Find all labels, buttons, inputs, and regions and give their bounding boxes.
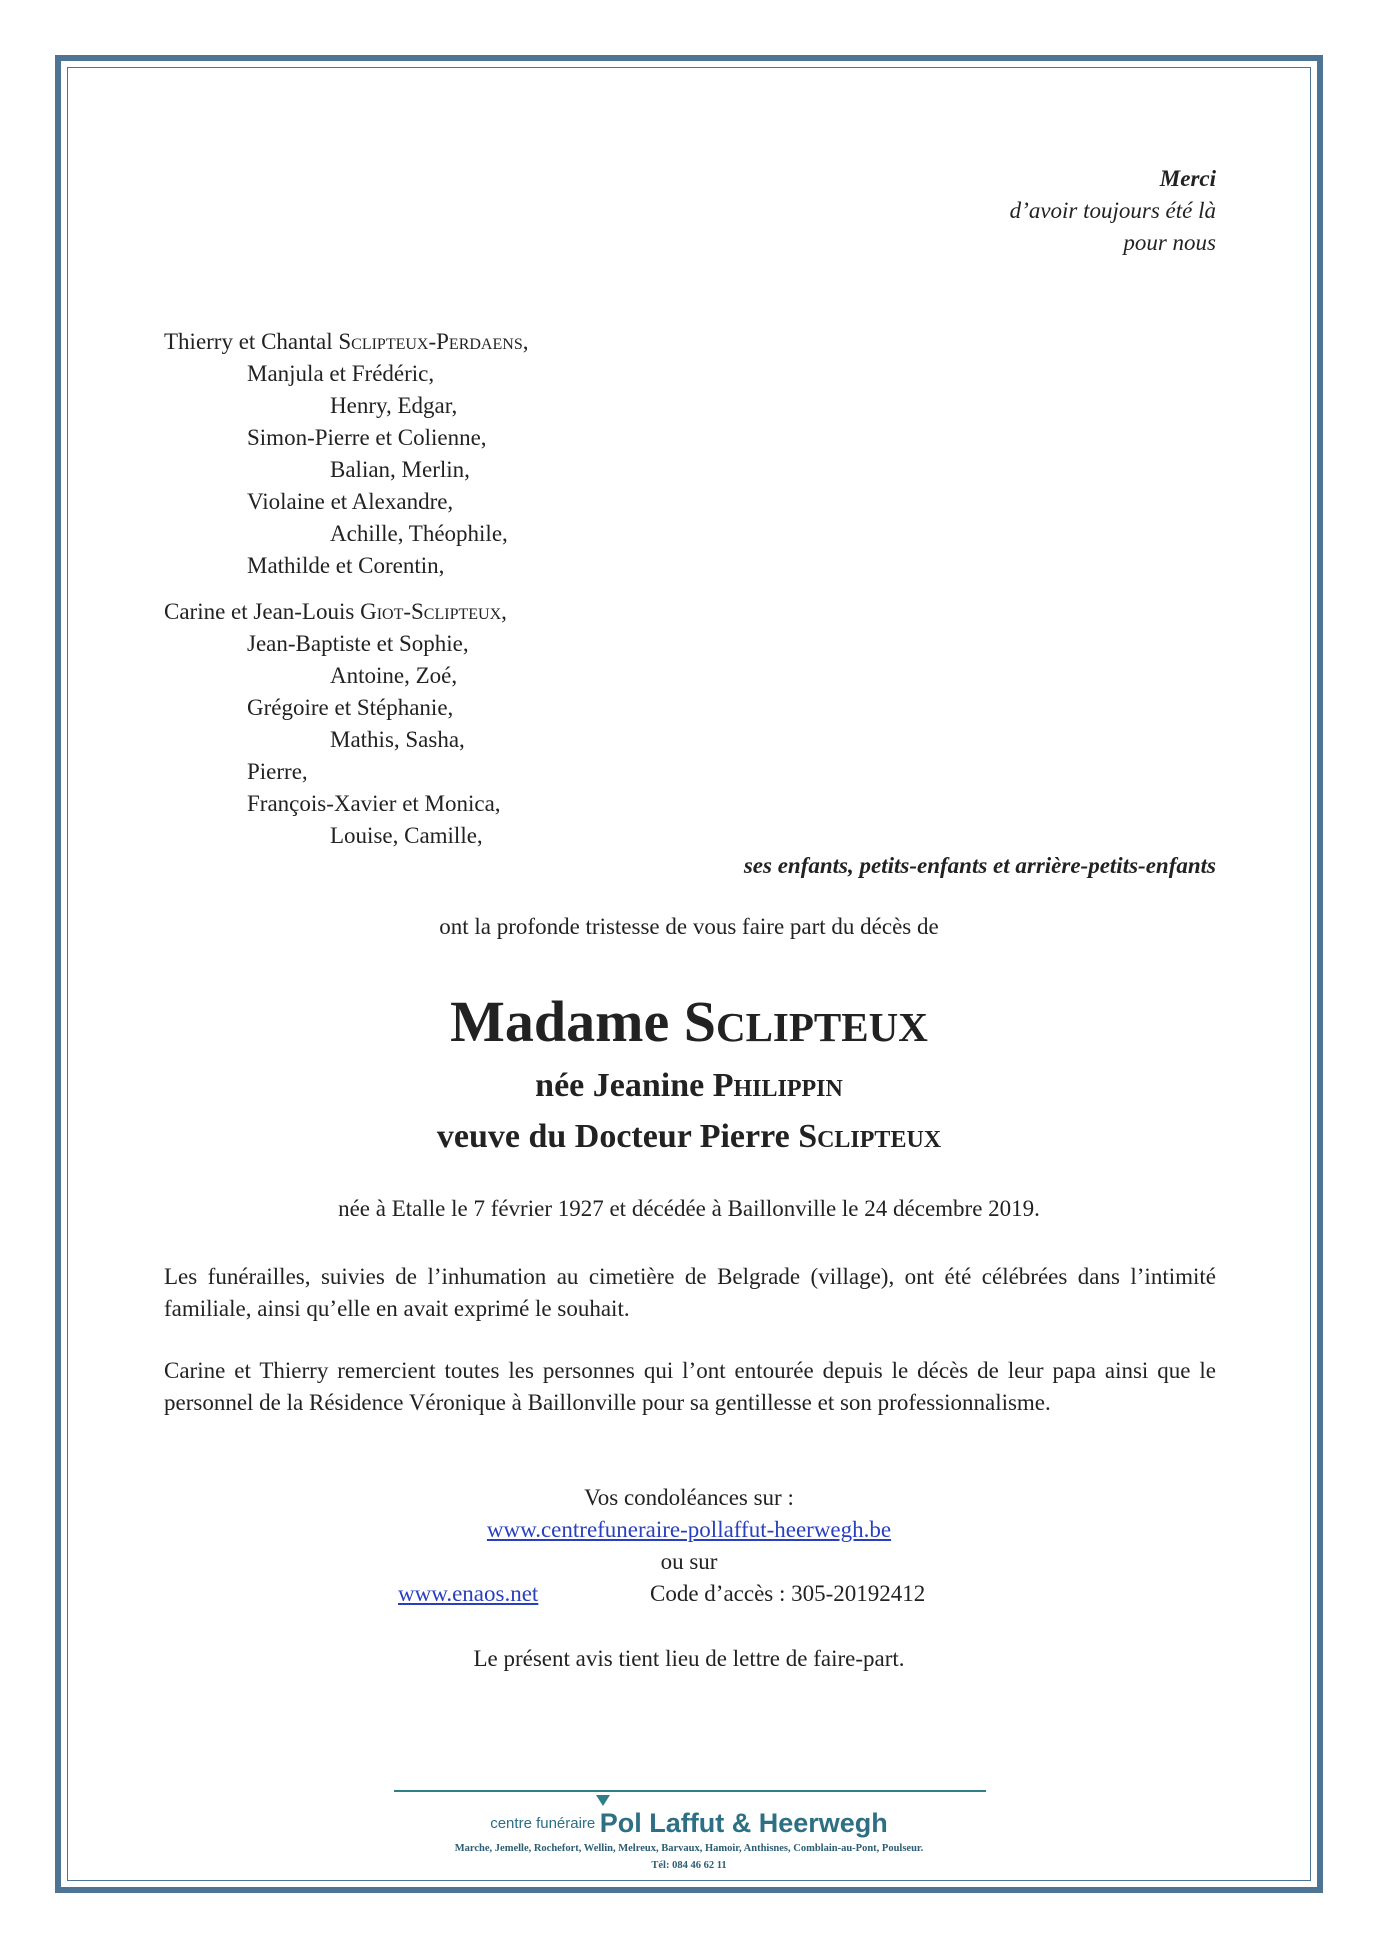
maiden-name-prefix: née Jeanine	[535, 1067, 713, 1104]
family-surname: Giot-Sclipteux	[360, 599, 502, 624]
logo-label-small: centre funéraire	[490, 1815, 596, 1832]
family-child	[164, 756, 507, 788]
family-group-giot-sclipteux	[164, 596, 507, 852]
family-name-text: Louise, Camille,	[330, 823, 483, 848]
maiden-surname: Philippin	[712, 1067, 843, 1104]
family-child	[164, 486, 528, 518]
family-name-punct: ,	[501, 599, 507, 624]
family-name-text: Pierre,	[247, 759, 308, 784]
motto-line-2: d’avoir toujours été là	[1009, 198, 1216, 223]
family-child	[164, 788, 507, 820]
family-name-text: François-Xavier et Monica,	[247, 791, 501, 816]
logo-label-big: Pol Laffut & Heerwegh	[599, 1808, 888, 1838]
family-grandchild	[164, 724, 507, 756]
footer-towns: Marche, Jemelle, Rochefort, Wellin, Melreux, Barvaux, Hamoir, Anthisnes, Comblain-au-Pont, Poulseur.	[454, 1843, 924, 1854]
family-grandchild	[164, 454, 528, 486]
motto-line-3: pour nous	[1123, 230, 1216, 255]
family-head	[164, 326, 528, 358]
funeral-center-link[interactable]: www.centrefuneraire-pollaffut-heerwegh.be	[486, 1517, 892, 1542]
family-head	[164, 596, 507, 628]
family-child	[164, 358, 528, 390]
family-child	[164, 628, 507, 660]
funeral-home-logo	[0, 1808, 1378, 1839]
family-grandchild	[164, 660, 507, 692]
family-child	[164, 422, 528, 454]
family-name-text: Achille, Théophile,	[330, 521, 508, 546]
widow-of-surname: Sclipteux	[798, 1118, 942, 1155]
family-group-sclipteux-perdaens	[164, 326, 528, 582]
family-grandchild	[164, 390, 528, 422]
thanks-paragraph: Carine et Thierry remercient toutes les personnes qui l’ont entourée depuis le décès de leur papa ainsi que le personnel de la Résidence Véronique à Baillonville pour sa gentillesse et son professionnalisme.	[164, 1358, 1216, 1415]
deceased-surname: Sclipteux	[683, 989, 928, 1054]
family-name-punct: ,	[522, 329, 529, 354]
widow-of-prefix: veuve du Docteur Pierre	[436, 1118, 799, 1155]
family-name-text: Balian, Merlin,	[330, 457, 470, 482]
condolences-link-row-1	[0, 1514, 1378, 1546]
family-name-text: Carine et Jean-Louis	[164, 599, 361, 624]
deceased-name-prefix: Madame	[450, 989, 684, 1054]
notice-text: Le présent avis tient lieu de lettre de faire-part.	[473, 1646, 905, 1671]
widow-of	[0, 1115, 1378, 1159]
enaos-link[interactable]: www.enaos.net	[398, 1581, 539, 1606]
motto-line-1: Merci	[1159, 166, 1216, 191]
family-grandchild	[164, 820, 507, 852]
family-child	[164, 550, 528, 582]
family-name-text: Antoine, Zoé,	[330, 663, 458, 688]
condolences-link-row-2	[398, 1578, 538, 1610]
family-name-text: Henry, Edgar,	[330, 393, 458, 418]
family-name-text: Grégoire et Stéphanie,	[247, 695, 454, 720]
family-grandchild	[164, 518, 528, 550]
triangle-marker-icon	[596, 1795, 610, 1806]
maiden-name	[0, 1064, 1378, 1108]
family-name-text: Violaine et Alexandre,	[247, 489, 454, 514]
family-child	[164, 692, 507, 724]
footer-phone: Tél: 084 46 62 11	[651, 1860, 727, 1871]
family-surname: Sclipteux-Perdaens	[338, 329, 523, 354]
deceased-name	[0, 988, 1378, 1056]
family-name-text: Simon-Pierre et Colienne,	[247, 425, 487, 450]
announcement-intro: ont la profonde tristesse de vous faire part du décès de	[439, 914, 939, 939]
birth-death-dates: née à Etalle le 7 février 1927 et décédée à Baillonville le 24 décembre 2019.	[338, 1196, 1040, 1221]
family-name-text: Jean-Baptiste et Sophie,	[247, 631, 469, 656]
access-code: Code d’accès : 305-20192412	[650, 1581, 926, 1606]
family-name-text: Mathis, Sasha,	[330, 727, 465, 752]
family-name-text: Thierry et Chantal	[164, 329, 339, 354]
funeral-paragraph: Les funérailles, suivies de l’inhumation au cimetière de Belgrade (village), ont été célébrées dans l’intimité familiale, ainsi qu’elle en avait exprimé le souhait.	[164, 1264, 1216, 1321]
family-relation: ses enfants, petits-enfants et arrière-petits-enfants	[743, 853, 1216, 878]
footer-divider	[394, 1790, 986, 1792]
family-name-text: Manjula et Frédéric,	[247, 361, 435, 386]
condolences-title: Vos condoléances sur :	[584, 1485, 794, 1510]
motto	[1010, 163, 1216, 259]
condolences-or: ou sur	[660, 1549, 718, 1574]
family-name-text: Mathilde et Corentin,	[247, 553, 445, 578]
